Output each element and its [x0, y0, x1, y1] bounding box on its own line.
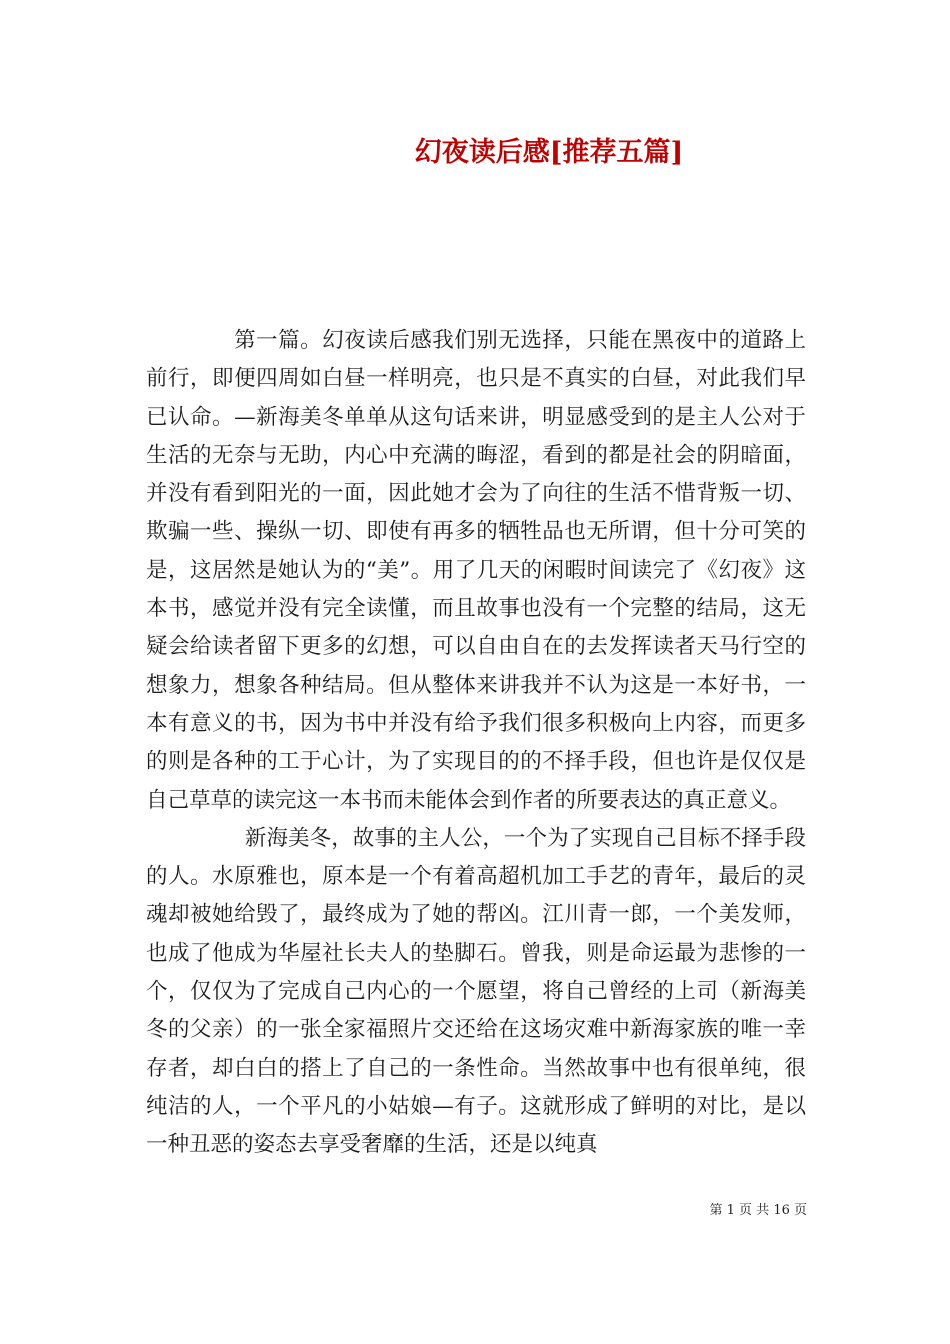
paragraph-2: 新海美冬，故事的主人公，一个为了实现自己目标不择手段的人。水原雅也，原本是一个有着高超机加工手艺的青年，最后的灵魂却被她给毁了，最终成为了她的帮凶。江川青一郎，一个美发师，也成了他成为华屋社长夫人的垫脚石。曾我，则是命运最为悲惨的一个，仅仅为了完成自己内心的一个愿望，将自己曾经的上司（新海美冬的父亲）的一张全家福照片交还给在这场灾难中新海家族的唯一幸存者，却白白的搭上了自己的一条性命。当然故事中也有很单纯，很纯洁的人，一个平凡的小姑娘—有子。这就形成了鲜明的对比，是以一种丑恶的姿态去享受奢靡的生活，还是以纯真: [146, 825, 806, 1158]
document-title: 幻夜读后感[推荐五篇]: [414, 137, 684, 168]
paragraph-1: 第一篇。幻夜读后感我们别无选择，只能在黑夜中的道路上前行，即便四周如白昼一样明亮，也只是不真实的白昼，对此我们早已认命。—新海美冬单单从这句话来讲，明显感受到的是主人公对于生活的无奈与无助，内心中充满的晦涩，看到的都是社会的阴暗面，并没有看到阳光的一面，因此她才会为了向往的生活不惜背叛一切、欺骗一些、操纵一切、即使有再多的牺牲品也无所谓，但十分可笑的是，这居然是她认为的“美”。用了几天的闲暇时间读完了《幻夜》这本书，感觉并没有完全读懂，而且故事也没有一个完整的结局，这无疑会给读者留下更多的幻想，可以自由自在的去发挥读者天马行空的想象力，想象各种结局。但从整体来讲我并不认为这是一本好书，一本有意义的书，因为书中并没有给予我们很多积极向上内容，而更多的则是各种的工于心计，为了实现目的的不择手段，但也许是仅仅是自己草草的读完这一本书而未能体会到作者的所要表达的真正意义。: [146, 328, 806, 813]
page-number-footer: 第 1 页 共 16 页: [709, 1203, 807, 1218]
document-body: [146, 322, 806, 1165]
